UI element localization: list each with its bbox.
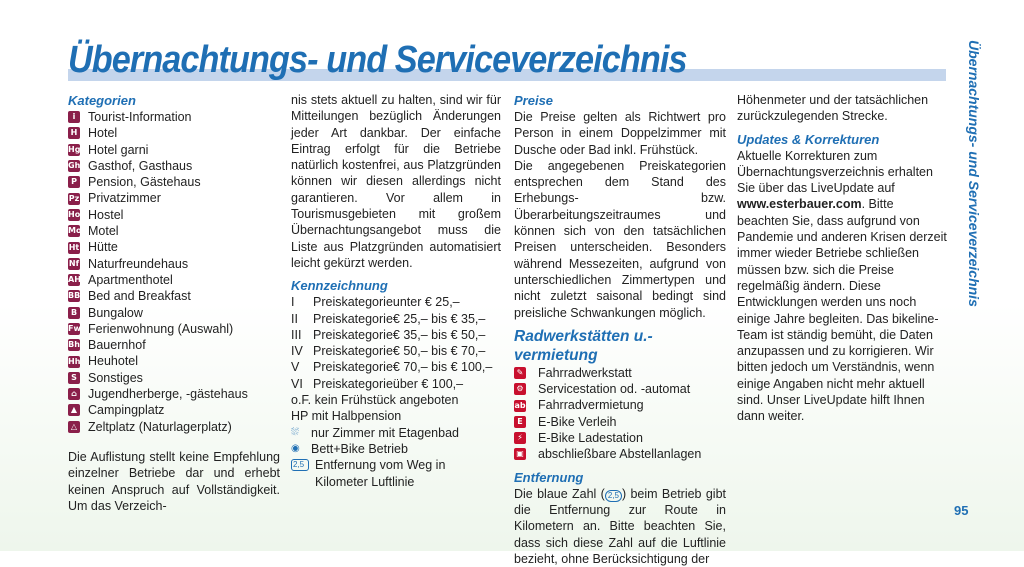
entfernung-continuation-text: Höhenmeter und der tatsächlichen zurückzulegenden Strecke. xyxy=(737,93,929,124)
etagenbad-icon: ⛆ xyxy=(291,426,299,438)
huette-icon: Ht xyxy=(68,242,80,252)
kategorie-label: Pension, Gästehaus xyxy=(88,175,201,190)
radwerkstaetten-list xyxy=(514,365,726,463)
fahrradwerkstatt-icon: ✎ xyxy=(514,367,526,379)
price-row xyxy=(291,294,492,310)
jugendherberge-icon: ⌂ xyxy=(68,388,80,400)
etagenbad-label: nur Zimmer mit Etagenbad xyxy=(311,425,459,440)
price-roman: I xyxy=(291,295,295,310)
kategorie-item xyxy=(68,321,280,337)
kategorie-label: Jugendherberge, -gästehaus xyxy=(88,387,248,402)
ferienwohnung-icon: Fw xyxy=(68,324,81,333)
kategorie-label: Naturfreundehaus xyxy=(88,256,189,271)
kategorie-item xyxy=(68,142,280,158)
price-range: € 50,– bis € 70,– xyxy=(392,344,486,359)
price-row xyxy=(291,359,492,375)
kategorie-label: Hotel xyxy=(88,126,118,141)
bett-bike-label: Bett+Bike Betrieb xyxy=(311,441,408,456)
price-range: über € 100,– xyxy=(392,376,464,391)
page-title: Übernachtungs- und Serviceverzeichnis xyxy=(68,39,687,81)
preise-text: Die Preise gelten als Richtwert pro Person in einem Doppelzimmer mit Dusche oder Bad inkl. Frühstück. xyxy=(514,110,726,157)
rad-service-item xyxy=(514,446,726,462)
kategorie-label: Bed and Breakfast xyxy=(88,289,191,304)
rad-service-label: E-Bike Verleih xyxy=(538,414,617,429)
kategorie-label: Bungalow xyxy=(88,305,143,320)
distance-example-badge: 2,5 xyxy=(605,490,622,502)
kategorie-item xyxy=(68,256,280,272)
price-roman: IV xyxy=(291,344,303,359)
kategorie-item xyxy=(68,419,280,435)
radwerkstaetten-heading: Radwerkstätten u.-vermietung xyxy=(514,327,653,364)
price-label: Preiskategorie xyxy=(313,311,393,326)
price-range: € 25,– bis € 35,– xyxy=(392,311,486,326)
price-range: € 70,– bis € 100,– xyxy=(392,360,493,375)
kategorie-label: Privatzimmer xyxy=(88,191,161,206)
column-kennzeichnung xyxy=(291,92,501,490)
fahrradvermietung-icon: ab xyxy=(514,400,526,410)
no-breakfast-line: o.F. kein Frühstück angeboten xyxy=(291,393,459,408)
kategorie-item xyxy=(68,239,280,255)
kategorie-label: Hütte xyxy=(88,240,118,255)
column-updates xyxy=(737,92,947,425)
kategorien-heading: Kategorien xyxy=(68,93,136,108)
price-range: € 35,– bis € 50,– xyxy=(392,327,486,342)
zeltplatz-icon: △ xyxy=(68,421,80,433)
kategorie-label: Zeltplatz (Naturlagerplatz) xyxy=(88,419,232,434)
disclaimer-text: Die Auflistung stellt keine Empfehlung einzelner Betriebe dar und erhebt keinen Anspruch auf Vollständigkeit. Um das Verzeich- xyxy=(68,449,280,513)
privatzimmer-icon: Pz xyxy=(68,193,80,203)
rad-service-item xyxy=(514,365,726,381)
price-label: Preiskategorie xyxy=(313,295,393,310)
price-label: Preiskategorie xyxy=(313,344,393,359)
esterbauer-link[interactable]: www.esterbauer.com xyxy=(737,197,862,212)
kategorie-item xyxy=(68,370,280,386)
campingplatz-icon: ▲ xyxy=(68,404,80,416)
price-roman: VI xyxy=(291,376,303,391)
price-roman: III xyxy=(291,327,302,342)
kategorie-label: Heuhotel xyxy=(88,354,139,369)
price-label: Preiskategorie xyxy=(313,376,393,391)
price-category-table xyxy=(291,294,492,392)
rad-service-item xyxy=(514,430,726,446)
kategorien-list xyxy=(68,109,280,435)
updates-text: Aktuelle Korrekturen zum Übernachtungsverzeichnis erhalten Sie über das LiveUpdate auf www.esterbauer.com. Bitte beachten Sie, dass aufgrund von Pandemie und anderen Krisen derzeit immer wieder Betriebe schließen müssen bzw. sich die Preise regelmäßig ändern. Diese Entwicklungen werden uns noch einige Jahre begleiten. Das bikeline-Team ist ständig bemüht, die Daten anzupassen und zu korrigieren. Wir bitten jedoch um Verständnis, wenn einige Angaben nicht mehr aktuell sind. Unser LiveUpdate hilft Ihnen dann weiter. xyxy=(737,148,947,424)
hotel-garni-icon: Hg xyxy=(68,144,81,154)
kategorie-item xyxy=(68,223,280,239)
gasthof-icon: Gh xyxy=(68,161,81,171)
rad-service-label: Fahrradwerkstatt xyxy=(538,365,632,380)
entfernung-heading: Entfernung xyxy=(514,469,584,485)
verzeichnis-continuation-text: nis stets aktuell zu halten, sind wir für Mitteilungen bezüglich Änderungen jeder Art dankbar. Der einfache Eintrag erfolgt für die Betriebe natürlich kostenfrei, aus Platzgründen können wir diesen allerdings nicht garantieren. Vor allem in Tourismusgebieten mit großem Übernachtungsangebot muss die Liste aus Platzgründen automatisiert leicht gekürzt werden. xyxy=(291,93,501,270)
kategorie-label: Gasthof, Gasthaus xyxy=(88,158,193,173)
kategorie-item xyxy=(68,158,280,174)
rad-service-item xyxy=(514,397,726,413)
column-preise xyxy=(514,92,726,567)
price-row xyxy=(291,311,492,327)
kategorie-label: Apartmenthotel xyxy=(88,272,173,287)
bett-bike-icon: ◉ xyxy=(291,442,300,454)
kategorie-label: Bauernhof xyxy=(88,338,146,353)
ebike-verleih-icon: E xyxy=(514,416,526,428)
kategorie-item xyxy=(68,207,280,223)
kategorie-item xyxy=(68,288,280,304)
bungalow-icon: B xyxy=(68,307,80,319)
apartmenthotel-icon: AH xyxy=(68,275,81,285)
updates-heading: Updates & Korrekturen xyxy=(737,131,880,147)
distance-badge-icon: 2,5 xyxy=(291,459,309,471)
motel-icon: Mo xyxy=(68,226,82,236)
tourist-info-icon: i xyxy=(68,111,80,123)
etagenbad-row xyxy=(291,425,501,441)
kategorie-label: Tourist-Information xyxy=(88,110,192,124)
distance-row xyxy=(291,457,501,490)
page-number: 95 xyxy=(954,503,969,518)
kategorie-item xyxy=(68,386,280,402)
price-row xyxy=(291,327,492,343)
servicestation-icon: ⚙ xyxy=(514,383,526,395)
kategorie-label: Hostel xyxy=(88,207,124,222)
hostel-icon: Ho xyxy=(68,209,81,219)
kategorie-item xyxy=(68,402,280,418)
entfernung-text: Die blaue Zahl ( 2,5 ) beim Betrieb gibt die Entfernung zur Route in Kilometern an. Bitte beachten Sie, dass sich diese Zahl auf die Luftlinie bezieht, ohne Berücksichtigung der xyxy=(514,486,726,566)
kategorie-item xyxy=(68,125,280,141)
rad-service-label: E-Bike Ladestation xyxy=(538,431,643,446)
bed-and-breakfast-icon: BB xyxy=(68,291,81,301)
naturfreundehaus-icon: Nf xyxy=(68,258,80,268)
rad-service-label: abschließbare Abstellanlagen xyxy=(538,447,702,462)
side-running-title: Übernachtungs- und Serviceverzeichnis xyxy=(966,40,982,307)
kategorie-item xyxy=(68,174,280,190)
half-board-line: HP mit Halbpension xyxy=(291,409,402,424)
sonstiges-icon: S xyxy=(68,372,80,384)
kategorie-label: Motel xyxy=(88,224,119,239)
kategorie-item xyxy=(68,109,280,125)
rad-service-label: Servicestation od. -automat xyxy=(538,382,691,397)
price-roman: V xyxy=(291,360,300,375)
preise-heading: Preise xyxy=(514,93,554,108)
kategorie-label: Ferienwohnung (Auswahl) xyxy=(88,321,234,336)
kategorie-item xyxy=(68,190,280,206)
bett-bike-row xyxy=(291,441,501,457)
rad-service-label: Fahrradvermietung xyxy=(538,398,644,413)
price-label: Preiskategorie xyxy=(313,360,393,375)
kennzeichnung-heading: Kennzeichnung xyxy=(291,278,388,294)
ebike-ladestation-icon: ⚡ xyxy=(514,432,526,444)
kategorie-label: Campingplatz xyxy=(88,403,165,418)
kategorie-item xyxy=(68,272,280,288)
distance-label: Entfernung vom Weg in Kilometer Luftlinie xyxy=(315,458,446,489)
kategorie-item xyxy=(68,353,280,369)
bauernhof-icon: Bh xyxy=(68,340,80,350)
price-row xyxy=(291,343,492,359)
rad-service-item xyxy=(514,414,726,430)
kategorie-label: Sonstiges xyxy=(88,370,143,385)
kategorie-item xyxy=(68,305,280,321)
rad-service-item xyxy=(514,381,726,397)
hotel-icon: H xyxy=(68,127,80,139)
abstellanlagen-icon: ▣ xyxy=(514,448,526,460)
price-row xyxy=(291,376,492,392)
price-range: unter € 25,– xyxy=(392,295,460,310)
pension-icon: P xyxy=(68,176,80,188)
preise-text-2: Die angegebenen Preiskategorien entsprechen dem Stand des Erhebungs- bzw. Überarbeitungszeitraumes und können sich von den tatsächlichen Preisen unterscheiden. Besonders während Messezeiten, aufgrund von unterschiedlichen Zimmertypen und nicht zuletzt saisonal bedingt sind preisliche Schwankungen möglich. xyxy=(514,158,726,320)
price-label: Preiskategorie xyxy=(313,327,393,342)
price-roman: II xyxy=(291,311,298,326)
column-kategorien xyxy=(68,92,280,514)
kategorie-item xyxy=(68,337,280,353)
kategorie-label: Hotel garni xyxy=(88,142,149,157)
heuhotel-icon: Hh xyxy=(68,356,81,366)
